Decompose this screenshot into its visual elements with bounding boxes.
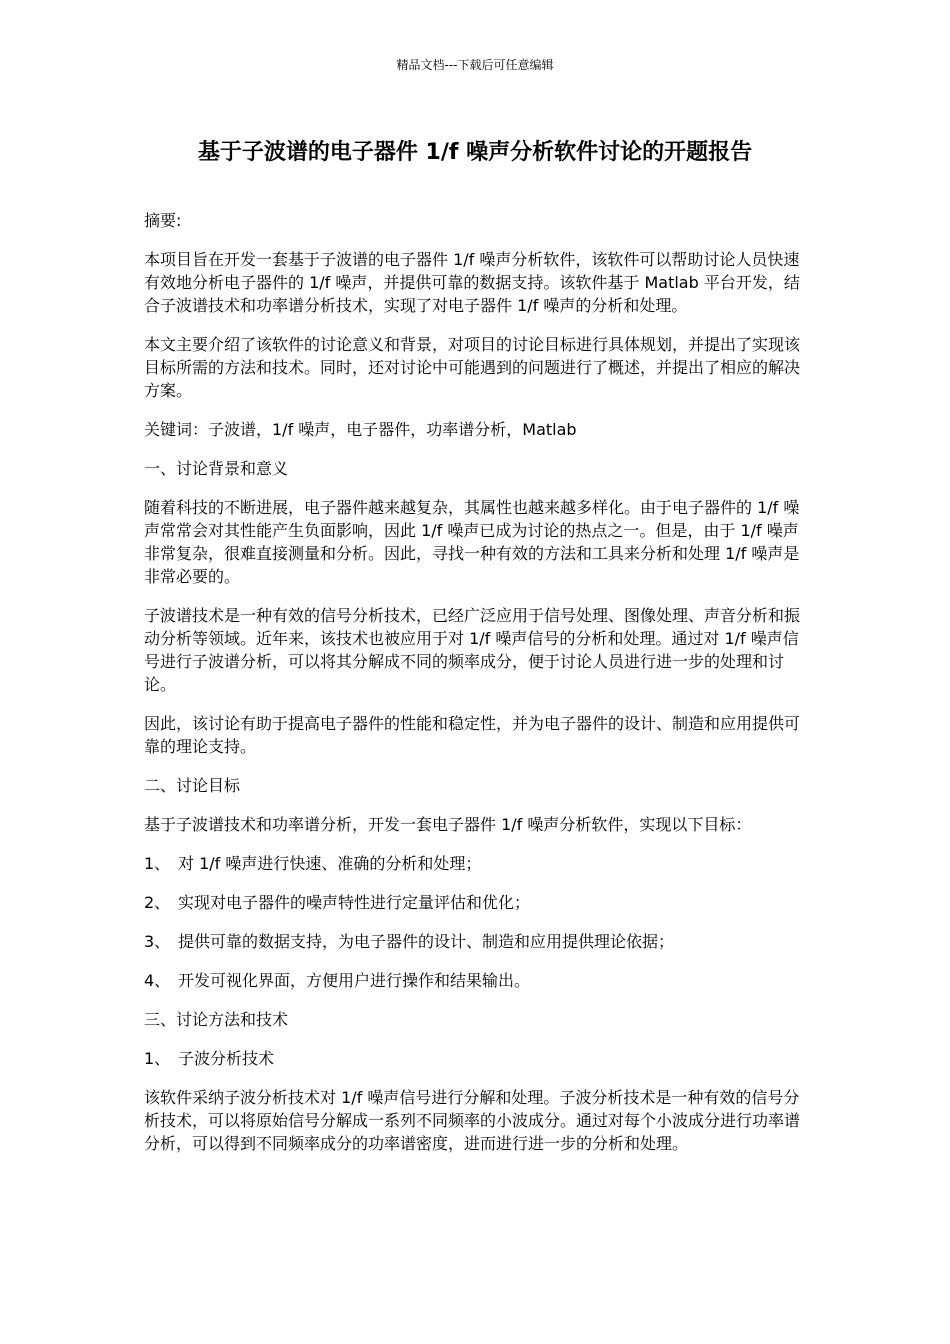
- goal-text: 实现对电子器件的噪声特性进行定量评估和优化；: [178, 893, 531, 912]
- goal-number: 4、: [144, 971, 171, 990]
- section-1-paragraph-2: 子波谱技术是一种有效的信号分析技术，已经广泛应用于信号处理、图像处理、声音分析和振动分析等领域。近年来，该技术也被应用于对 1/f 噪声信号的分析和处理。通过对 1/f 噪声信号进行子波谱分析，可以将其分解成不同的频率成分，便于讨论人员进行进一步的处理和讨论。: [144, 606, 801, 694]
- section-3-heading: 三、讨论方法和技术: [144, 1010, 289, 1029]
- goal-text: 开发可视化界面，方便用户进行操作和结果输出。: [178, 971, 531, 990]
- keywords: 关键词：子波谱，1/f 噪声，电子器件，功率谱分析，Matlab: [144, 420, 577, 439]
- header-note: 精品文档---下载后可任意编辑: [396, 58, 554, 72]
- abstract-paragraph-2: 本文主要介绍了该软件的讨论意义和背景，对项目的讨论目标进行具体规划，并提出了实现该目标所需的方法和技术。同时，还对讨论中可能遇到的问题进行了概述，并提出了相应的解决方案。: [144, 335, 801, 400]
- goal-text: 对 1/f 噪声进行快速、准确的分析和处理；: [178, 854, 482, 873]
- goal-item: [144, 891, 814, 914]
- goal-item: [144, 852, 814, 875]
- goal-number: 2、: [144, 893, 171, 912]
- goal-text: 提供可靠的数据支持，为电子器件的设计、制造和应用提供理论依据；: [178, 932, 675, 951]
- section-1-paragraph-3: 因此，该讨论有助于提高电子器件的性能和稳定性，并为电子器件的设计、制造和应用提供可靠的理论支持。: [144, 714, 801, 756]
- goal-item: [144, 930, 814, 953]
- section-1-paragraph-1: 随着科技的不断进展，电子器件越来越复杂，其属性也越来越多样化。由于电子器件的 1/f 噪声常常会对其性能产生负面影响，因此 1/f 噪声已成为讨论的热点之一。但是，由于 1/f 噪声非常复杂，很难直接测量和分析。因此，寻找一种有效的方法和工具来分析和处理 1/f 噪声是非常必要的。: [144, 498, 800, 586]
- section-2-intro: 基于子波谱技术和功率谱分析，开发一套电子器件 1/f 噪声分析软件，实现以下目标：: [144, 815, 752, 834]
- document-title: 基于子波谱的电子器件 1/f 噪声分析软件讨论的开题报告: [197, 140, 753, 165]
- subsection-title: 子波分析技术: [178, 1049, 275, 1068]
- section-1-heading: 一、讨论背景和意义: [144, 459, 289, 478]
- abstract-paragraph-1: 本项目旨在开发一套基于子波谱的电子器件 1/f 噪声分析软件，该软件可以帮助讨论人员快速有效地分析电子器件的 1/f 噪声，并提供可靠的数据支持。该软件基于 Matlab 平台开发，结合子波谱技术和功率谱分析技术，实现了对电子器件 1/f 噪声的分析和处理。: [144, 250, 800, 315]
- abstract-label: 摘要:: [144, 211, 182, 230]
- section-2-heading: 二、讨论目标: [144, 776, 241, 795]
- subsection-1-heading: [144, 1047, 814, 1070]
- subsection-1-paragraph: 该软件采纳子波分析技术对 1/f 噪声信号进行分解和处理。子波分析技术是一种有效的信号分析技术，可以将原始信号分解成一系列不同频率的小波成分。通过对每个小波成分进行功率谱分析，可以得到不同频率成分的功率谱密度，进而进行进一步的分析和处理。: [144, 1088, 801, 1153]
- goal-item: [144, 969, 814, 992]
- document-body: [144, 209, 814, 1171]
- goal-number: 1、: [144, 854, 171, 873]
- subsection-number: 1、: [144, 1049, 171, 1068]
- goal-number: 3、: [144, 932, 171, 951]
